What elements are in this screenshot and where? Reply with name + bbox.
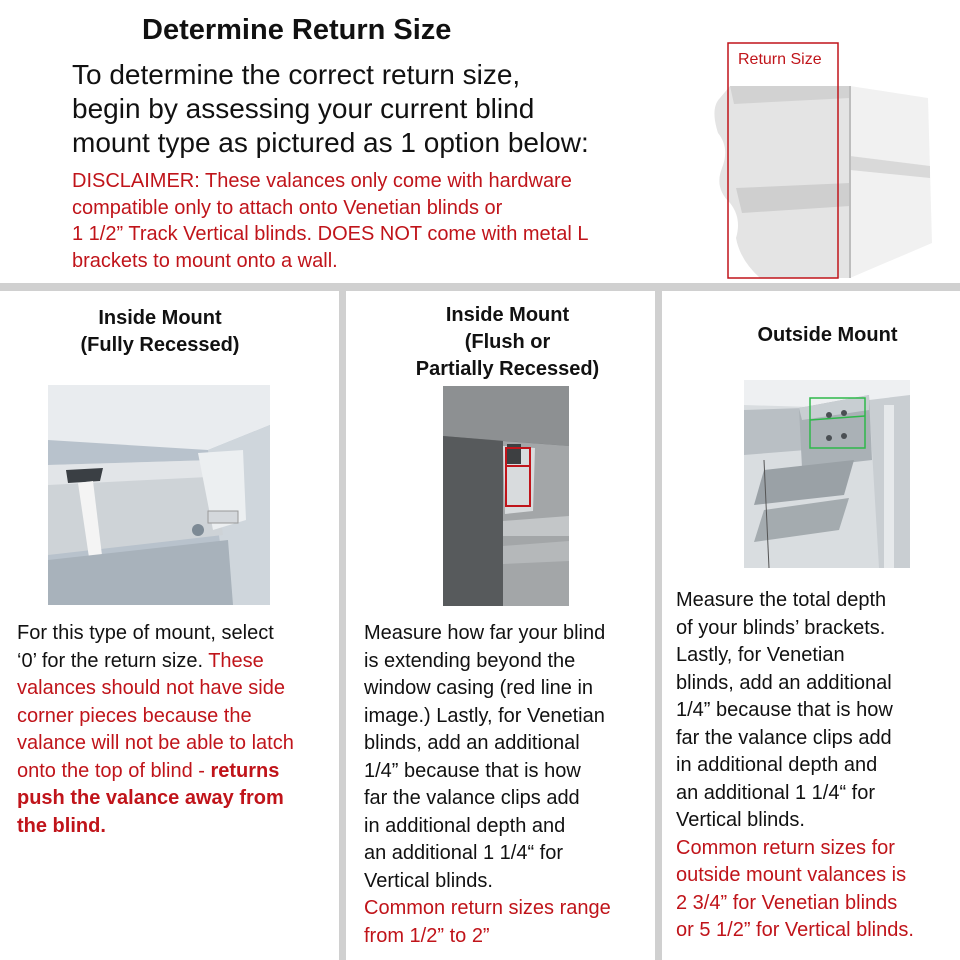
- text-line: 2 3/4” for Venetian blinds: [676, 891, 898, 914]
- column-title-line: Partially Recessed): [415, 358, 600, 380]
- text-line: Vertical blinds.: [364, 869, 493, 892]
- column-title-line: Inside Mount: [445, 304, 570, 326]
- text-line: push the valance away from: [17, 787, 284, 809]
- text-line: an additional 1 1/4“ for: [364, 842, 564, 864]
- text-line: an additional 1 1/4“ for: [676, 781, 876, 804]
- column-text-inside-flush: [364, 620, 654, 950]
- text-line: in additional depth and: [364, 814, 566, 837]
- column-title-line: (Flush or: [464, 331, 551, 353]
- text-line: Vertical blinds.: [676, 809, 805, 831]
- text-line: blinds, add an additional: [676, 671, 892, 694]
- text-line: outside mount valances is: [676, 864, 907, 886]
- text-line: valances should not have side: [17, 677, 285, 699]
- text-line: far the valance clips add: [676, 726, 892, 749]
- text-line: corner pieces because the: [17, 704, 252, 727]
- text-line: Measure the total depth: [676, 589, 887, 611]
- horizontal-divider: [0, 283, 960, 291]
- text-line: is extending beyond the: [364, 649, 576, 672]
- inside-mount-recessed-photo: [48, 385, 270, 605]
- text-line: 1/4” because that is how: [676, 699, 893, 721]
- column-title-line: Outside Mount: [757, 324, 898, 346]
- text-line: image.) Lastly, for Venetian: [364, 704, 605, 727]
- column-text-inside-fully-recessed: [17, 620, 339, 840]
- column-title-inside-fully-recessed: [40, 305, 280, 359]
- intro-line: To determine the correct return size,: [72, 59, 521, 90]
- text-line: Common return sizes for: [676, 836, 895, 859]
- text-line: far the valance clips add: [364, 787, 580, 809]
- text-line: Lastly, for Venetian: [676, 644, 845, 666]
- text-line: Measure how far your blind: [364, 622, 606, 644]
- return-size-label: Return Size: [738, 51, 822, 68]
- intro-line: begin by assessing your current blind: [72, 93, 535, 124]
- outside-mount-photo: [744, 380, 910, 568]
- text-line: onto the top of blind - returns: [17, 759, 280, 782]
- text-line: ‘0’ for the return size. These: [17, 649, 264, 672]
- text-line: window casing (red line in: [364, 677, 594, 699]
- disclaimer-line: DISCLAIMER: These valances only come with hardware: [72, 170, 572, 192]
- text-line: valance will not be able to latch: [17, 732, 294, 754]
- text-line: from 1/2” to 2”: [364, 924, 490, 947]
- disclaimer-line: 1 1/2” Track Vertical blinds. DOES NOT come with metal L: [72, 223, 589, 245]
- column-title-line: (Fully Recessed): [80, 334, 240, 356]
- column-divider: [339, 290, 346, 960]
- text-line: Common return sizes range: [364, 897, 611, 919]
- page-title: Determine Return Size: [142, 14, 452, 46]
- disclaimer-line: compatible only to attach onto Venetian blinds or: [72, 196, 503, 219]
- column-title-line: Inside Mount: [98, 307, 222, 329]
- text-line: or 5 1/2” for Vertical blinds.: [676, 919, 914, 941]
- disclaimer: [72, 168, 702, 274]
- text-line: of your blinds’ brackets.: [676, 616, 886, 639]
- text-line: blinds, add an additional: [364, 732, 580, 754]
- valance-return-photo: [700, 38, 940, 288]
- text-line: the blind.: [17, 814, 106, 837]
- column-title-outside-mount: [700, 322, 955, 349]
- intro-line: mount type as pictured as 1 option below:: [72, 127, 589, 158]
- inside-mount-flush-photo: [443, 386, 569, 606]
- column-divider: [655, 290, 662, 960]
- text-line: 1/4” because that is how: [364, 759, 581, 782]
- column-text-outside-mount: [676, 587, 960, 945]
- disclaimer-line: brackets to mount onto a wall.: [72, 249, 338, 272]
- text-line: in additional depth and: [676, 754, 878, 776]
- intro-text: [72, 58, 692, 160]
- text-line: For this type of mount, select: [17, 622, 274, 644]
- column-title-inside-flush: [370, 302, 645, 383]
